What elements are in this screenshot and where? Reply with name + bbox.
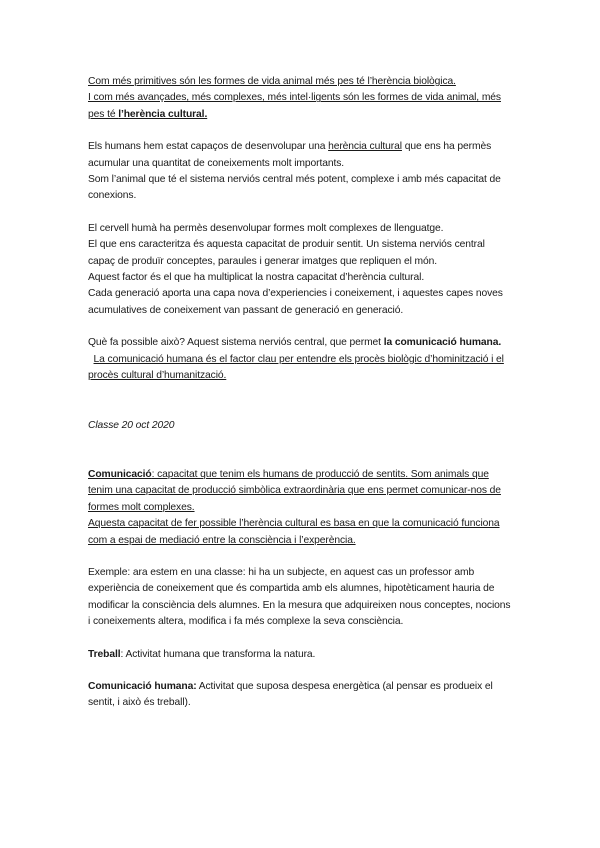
para3-line-3: Aquest factor és el que ha multiplicat la nostra capacitat d’herència cultural. <box>88 272 425 284</box>
comunicacio-term: Comunicació <box>88 468 152 480</box>
comunicacio-humana-def: Activitat que suposa despesa energètica (al pensar es produeix el sentit, i això és treball). <box>88 680 493 709</box>
example-paragraph: Exemple: ara estem en una classe: hi ha un subjecte, en aquest cas un professor amb experiència de coneixement que és compartida amb els alumnes, hipotèticament hauria de modificar la consciència dels alumnes. En la mesura que adquireixen nous conceptes, nocions i coneixements altera, modifica i fa més complexe la seva consciència. <box>88 566 511 628</box>
comunicacio-humana-bold: la comunicació humana. <box>383 337 502 349</box>
treball-definition <box>88 647 512 663</box>
para3-line-4: Cada generació aporta una capa nova d’experiencies i coneixement, i aquestes capes noves acumulatives de coneixement van passant de generació en generació. <box>88 288 503 316</box>
comunicacio-humana-term: Comunicació humana: <box>88 680 197 692</box>
key-factor-statement: La comunicació humana és el factor clau per entendre els procès biològic d’hominització i el procès cultural d’humanització. <box>88 353 504 382</box>
intro-line-2-bold: l’herència cultural. <box>118 108 208 120</box>
para2-text-b: que ens ha permès acumular una quantitat de coneixements molt importants. <box>88 141 492 169</box>
comunicacio-def: : capacitat que tenim els humans de producció de sentits. Som animals que tenim una capacitat de producció simbòlica extraordinària que ens permet comunicar-nos de formes molt complexes. <box>88 468 501 513</box>
class-date: Classe 20 oct 2020 <box>88 419 175 431</box>
treball-term: Treball <box>88 648 121 660</box>
comunicacio-definition <box>88 467 512 549</box>
herencia-cultural-term: herència cultural <box>328 141 402 153</box>
brain-paragraph <box>88 221 512 319</box>
comunicacio-humana-definition <box>88 679 512 712</box>
intro-line-1: Com més primitives són les formes de vida animal més pes té l’herència biològica. <box>88 76 456 87</box>
intro-line-2: I com més avançades, més complexes, més intel·ligents són les formes de vida animal, més pes té <box>88 92 501 120</box>
comunicacio-line-2: Aquesta capacitat de fer possible l’herència cultural es basa en que la comunicació funciona com a espai de mediació entre la consciència i l’experència. <box>88 518 500 546</box>
para2-text-a: Els humans hem estat capaços de desenvolupar una <box>88 141 329 153</box>
para4-text-a: Què fa possible això? Aquest sistema nerviós central, que permet <box>88 337 384 349</box>
para3-line-2: El que ens caracteritza és aquesta capacitat de produir sentit. Un sistema nerviós central capaç de produïr conceptes, paraules i generar imatges que repliquen el món. <box>88 239 485 267</box>
para2-text-c: Som l’animal que té el sistema nerviós central més potent, complexe i amb més capacitat de conexions. <box>88 174 501 202</box>
para3-line-1: El cervell humà ha permès desenvolupar formes molt complexes de llenguatge. <box>88 222 444 234</box>
treball-def: : Activitat humana que transforma la natura. <box>120 648 316 660</box>
communication-question-paragraph <box>88 335 512 384</box>
intro-paragraph <box>88 74 512 123</box>
cultural-heritage-paragraph <box>88 139 512 205</box>
